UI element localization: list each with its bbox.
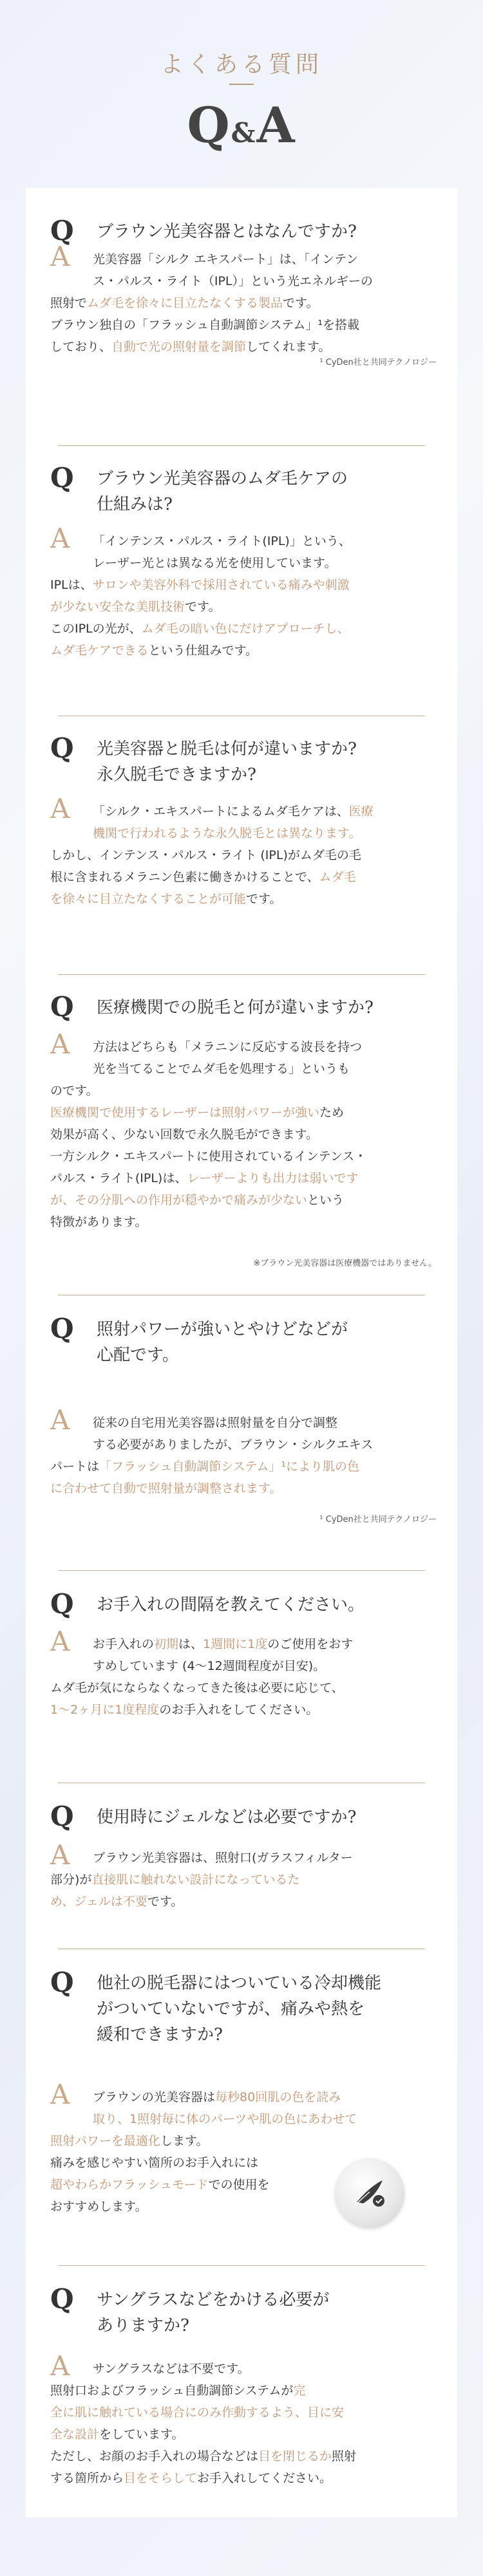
faq-divider <box>58 1570 425 1571</box>
answer-text: 照射口およびフラッシュ自動調節システムが <box>50 2384 294 2398</box>
faq-divider <box>58 445 425 446</box>
highlight-text: 取り、1照射毎に体のパーツや肌の色にあわせて <box>93 2112 357 2126</box>
question-text: 使用時にジェルなどは必要ですか? <box>97 1808 357 1827</box>
answer-line <box>50 2358 437 2380</box>
answer-text: 従来の自宅用光美容器は照射量を自分で調整 <box>93 1416 338 1430</box>
highlight-text: ムダ毛 <box>319 870 356 884</box>
answer-text: おすすめします。 <box>50 2200 147 2214</box>
answer-line <box>50 1211 437 1233</box>
question-mark: Q <box>50 1801 74 1832</box>
answer-line <box>50 248 437 270</box>
answer-text: をしています。 <box>99 2427 184 2442</box>
question-mark: Q <box>50 2283 74 2315</box>
answer-body <box>50 248 437 358</box>
question-text: 医療機関での脱毛と何が違いますか? <box>97 998 374 1017</box>
answer-text: ムダ毛が気にならなくなってきた後は必要に応じて、 <box>50 1681 344 1695</box>
answer-text: ブラウンの光美容器は <box>93 2090 216 2104</box>
answer-text: 根に含まれるメラニン色素に働きかけることで、 <box>50 870 319 884</box>
footnote: ¹ CyDen社と共同テクノロジー <box>319 358 437 367</box>
answer-body <box>50 530 437 662</box>
answer-line <box>50 1189 437 1211</box>
answer-mark: A <box>50 1839 70 1871</box>
page-title <box>0 97 483 154</box>
highlight-text: サロンや美容外科で採用されている痛みや刺激 <box>92 578 350 592</box>
highlight-text: 目をそらして <box>124 2471 198 2485</box>
answer-line <box>50 2380 437 2402</box>
highlight-text: 初期 <box>154 1637 179 1651</box>
answer-line <box>50 1102 437 1124</box>
answer-line <box>50 270 437 292</box>
answer-text: 光を当てることでムダ毛を処理する」というも <box>93 1062 350 1076</box>
answer-text: IPLは、 <box>50 578 93 592</box>
question-text: 光美容器と脱毛は何が違いますか? 永久脱毛できますか? <box>97 739 357 784</box>
answer-line <box>50 1456 437 1478</box>
highlight-text: 全に肌に触れている場合にのみ作動するよう、目に安 <box>50 2405 345 2420</box>
question-text: サングラスなどをかける必要が ありますか? <box>97 2290 330 2335</box>
answer-line <box>50 2108 437 2130</box>
answer-mark: A <box>50 1626 70 1657</box>
answer-line <box>50 1058 437 1080</box>
answer-line <box>50 866 437 888</box>
highlight-text: 医療機関で使用するレーザーは照射パワーが強い <box>50 1106 320 1120</box>
answer-text: レーザー光とは異なる光を使用しています。 <box>93 556 337 570</box>
answer-text: は、 <box>178 1637 204 1651</box>
answer-text: 効果が高く、少ない回数で永久脱毛ができます。 <box>50 1127 319 1142</box>
answer-line <box>50 574 437 596</box>
answer-text: パートは <box>50 1459 100 1474</box>
answer-text: してくれます。 <box>246 340 331 354</box>
answer-line <box>50 1847 437 1869</box>
answer-text: のです。 <box>50 1084 99 1098</box>
answer-line <box>50 292 437 314</box>
highlight-text: に合わせて自動で照射量が調整されます。 <box>50 1481 282 1496</box>
question-text: ブラウン光美容器のムダ毛ケアの 仕組みは? <box>97 469 348 514</box>
answer-text: ため <box>319 1106 345 1120</box>
answer-text: しかし、インテンス・パルス・ライト (IPL)がムダ毛の毛 <box>50 848 361 862</box>
answer-line <box>50 596 437 618</box>
question-mark: Q <box>50 215 74 246</box>
answer-line <box>50 552 437 574</box>
answer-line <box>50 1412 437 1434</box>
title-q: Q <box>187 97 231 154</box>
answer-line <box>50 530 437 552</box>
answer-text: ブラウン独自の「フラッシュ自動調節システム」¹を搭載 <box>50 318 359 332</box>
answer-line <box>50 844 437 866</box>
answer-line <box>50 888 437 910</box>
answer-text: での使用を <box>208 2178 270 2192</box>
answer-text: のお手入れをしてください。 <box>159 1703 319 1717</box>
title-amp: & <box>231 117 257 149</box>
question-mark: Q <box>50 991 74 1023</box>
answer-text: する箇所から <box>50 2471 124 2485</box>
answer-text: 光美容器「シルク エキスパート」は、「インテン <box>93 252 359 266</box>
answer-text: このIPLの光が、 <box>50 622 142 636</box>
highlight-text: 医療 <box>348 804 374 819</box>
answer-text: ブラウン光美容器は、照射口(ガラスフィルター <box>93 1851 353 1865</box>
question-mark: Q <box>50 1313 74 1344</box>
answer-mark: A <box>50 793 70 824</box>
question-mark: Q <box>50 732 74 764</box>
question-mark: Q <box>50 1588 74 1620</box>
highlight-text: ムダ毛を徐々に目立たなくする製品 <box>87 296 283 310</box>
answer-line <box>50 2402 437 2423</box>
answer-mark: A <box>50 2350 70 2382</box>
answer-body <box>50 1412 437 1499</box>
answer-text: 一方シルク・エキスパートに使用されているインテンス・ <box>50 1149 367 1163</box>
answer-text: です。 <box>246 892 282 906</box>
footnote: ¹ CyDen社と共同テクノロジー <box>319 1515 437 1524</box>
answer-text: です。 <box>147 1895 184 1909</box>
question-mark: Q <box>50 462 74 494</box>
answer-line <box>50 1633 437 1655</box>
answer-line <box>50 1167 437 1189</box>
answer-text: 「インテンス・パルス・ライト(IPL)」という、 <box>93 534 351 548</box>
faq-divider <box>58 974 425 975</box>
highlight-text: が少ない安全な美肌技術 <box>50 600 185 614</box>
highlight-text: 直接肌に触れない設計になっているた <box>91 1873 300 1887</box>
answer-text: 「シルク・エキスパートによるムダ毛ケアは、 <box>93 804 349 819</box>
answer-text: という <box>307 1193 345 1207</box>
highlight-text: レーザーよりも出力は弱いです <box>187 1171 359 1185</box>
section-subtitle: よくある質問 <box>160 51 323 78</box>
answer-text: のご使用をおす <box>267 1637 354 1651</box>
highlight-text: 毎秒80回肌の色を読み <box>215 2090 341 2104</box>
answer-text: 照射 <box>332 2449 357 2463</box>
highlight-text: 機関で行われるような永久脱毛とは異なります。 <box>93 826 361 840</box>
answer-line <box>50 1478 437 1499</box>
answer-text: ただし、お顔のお手入れの場合などは <box>50 2449 259 2463</box>
answer-line <box>50 1434 437 1456</box>
answer-text: 特徴があります。 <box>50 1215 147 1229</box>
answer-line <box>50 801 437 822</box>
answer-text: お手入れの <box>93 1637 155 1651</box>
answer-text: 方法はどちらも「メラニンに反応する波長を持つ <box>93 1040 363 1054</box>
highlight-text: 目を閉じるか <box>258 2449 332 2463</box>
highlight-text: 1〜2ヶ月に1度程度 <box>50 1703 160 1717</box>
answer-line <box>50 1036 437 1058</box>
feather-mode-icon <box>335 2158 404 2228</box>
answer-line <box>50 2467 437 2489</box>
answer-line <box>50 314 437 336</box>
answer-text: しており、 <box>50 340 112 354</box>
footnote: ※ブラウン光美容器は医療機器ではありません。 <box>253 1259 437 1268</box>
answer-text: サングラスなどは不要です。 <box>93 2362 250 2376</box>
faq-card <box>26 188 457 2517</box>
answer-line <box>50 1677 437 1699</box>
answer-line <box>50 1145 437 1167</box>
highlight-text: が、その分肌への作用が穏やかで痛みが少ない <box>50 1193 308 1207</box>
answer-text: 痛みを感じやすい箇所のお手入れには <box>50 2156 259 2170</box>
highlight-text: 完 <box>293 2384 306 2398</box>
answer-text: お手入れしてください。 <box>197 2471 332 2485</box>
question-text: 照射パワーが強いとやけどなどが 心配です。 <box>97 1320 348 1365</box>
answer-line <box>50 2130 437 2152</box>
highlight-text: め、ジェルは不要 <box>50 1895 147 1909</box>
answer-line <box>50 1699 437 1721</box>
question-text: 他社の脱毛器にはついている冷却機能 がついていないですが、痛みや熱を 緩和できますか? <box>97 1974 382 2044</box>
highlight-text: ムダ毛ケアできる <box>50 644 149 658</box>
answer-text: です。 <box>283 296 319 310</box>
highlight-text: ムダ毛の暗い色にだけアプローチし、 <box>141 622 350 636</box>
answer-text: すめしています (4〜12週間程度が目安)。 <box>93 1659 326 1673</box>
answer-line <box>50 1869 437 1891</box>
answer-line <box>50 822 437 844</box>
highlight-text: 「フラッシュ自動調節システム」¹により肌の色 <box>99 1459 359 1474</box>
title-divider <box>229 84 254 85</box>
faq-divider <box>58 2265 425 2266</box>
question-mark: Q <box>50 1967 74 1998</box>
highlight-text: 全な設計 <box>50 2427 100 2442</box>
answer-line <box>50 336 437 358</box>
answer-text: する必要がありましたが、ブラウン・シルクエキス <box>93 1438 374 1452</box>
answer-body <box>50 1036 437 1233</box>
answer-line <box>50 618 437 640</box>
highlight-text: 超やわらかフラッシュモード <box>50 2178 209 2192</box>
answer-line <box>50 1080 437 1102</box>
answer-body <box>50 1847 437 1913</box>
highlight-text: を徐々に目立たなくすることが可能 <box>50 892 247 906</box>
question-text: ブラウン光美容器とはなんですか? <box>97 222 357 241</box>
answer-line <box>50 640 437 662</box>
highlight-text: 照射パワーを最適化 <box>50 2134 161 2148</box>
answer-mark: A <box>50 241 70 272</box>
answer-line <box>50 1655 437 1677</box>
answer-mark: A <box>50 523 70 554</box>
title-a: A <box>256 97 296 154</box>
answer-line <box>50 1124 437 1145</box>
answer-text: です。 <box>185 600 221 614</box>
answer-mark: A <box>50 1028 70 1060</box>
highlight-text: 1週間に1度 <box>203 1637 268 1651</box>
answer-body <box>50 1633 437 1721</box>
highlight-text: 自動で光の照射量を調節 <box>111 340 247 354</box>
answer-text: パルス・ライト(IPL)は、 <box>50 1171 187 1185</box>
answer-body <box>50 2358 437 2489</box>
answer-mark: A <box>50 2079 70 2110</box>
answer-text: ス・パルス・ライト（IPL）」という光エネルギーの <box>93 274 374 288</box>
answer-body <box>50 801 437 910</box>
answer-line <box>50 2086 437 2108</box>
answer-line <box>50 2423 437 2445</box>
header <box>0 0 483 158</box>
answer-line <box>50 1891 437 1913</box>
answer-text: という仕組みです。 <box>148 644 258 658</box>
answer-mark: A <box>50 1404 70 1436</box>
answer-text: 照射で <box>50 296 88 310</box>
answer-text: 部分)が <box>50 1873 92 1887</box>
question-text: お手入れの間隔を教えてください。 <box>97 1595 365 1615</box>
answer-line <box>50 2445 437 2467</box>
answer-text: します。 <box>160 2134 209 2148</box>
